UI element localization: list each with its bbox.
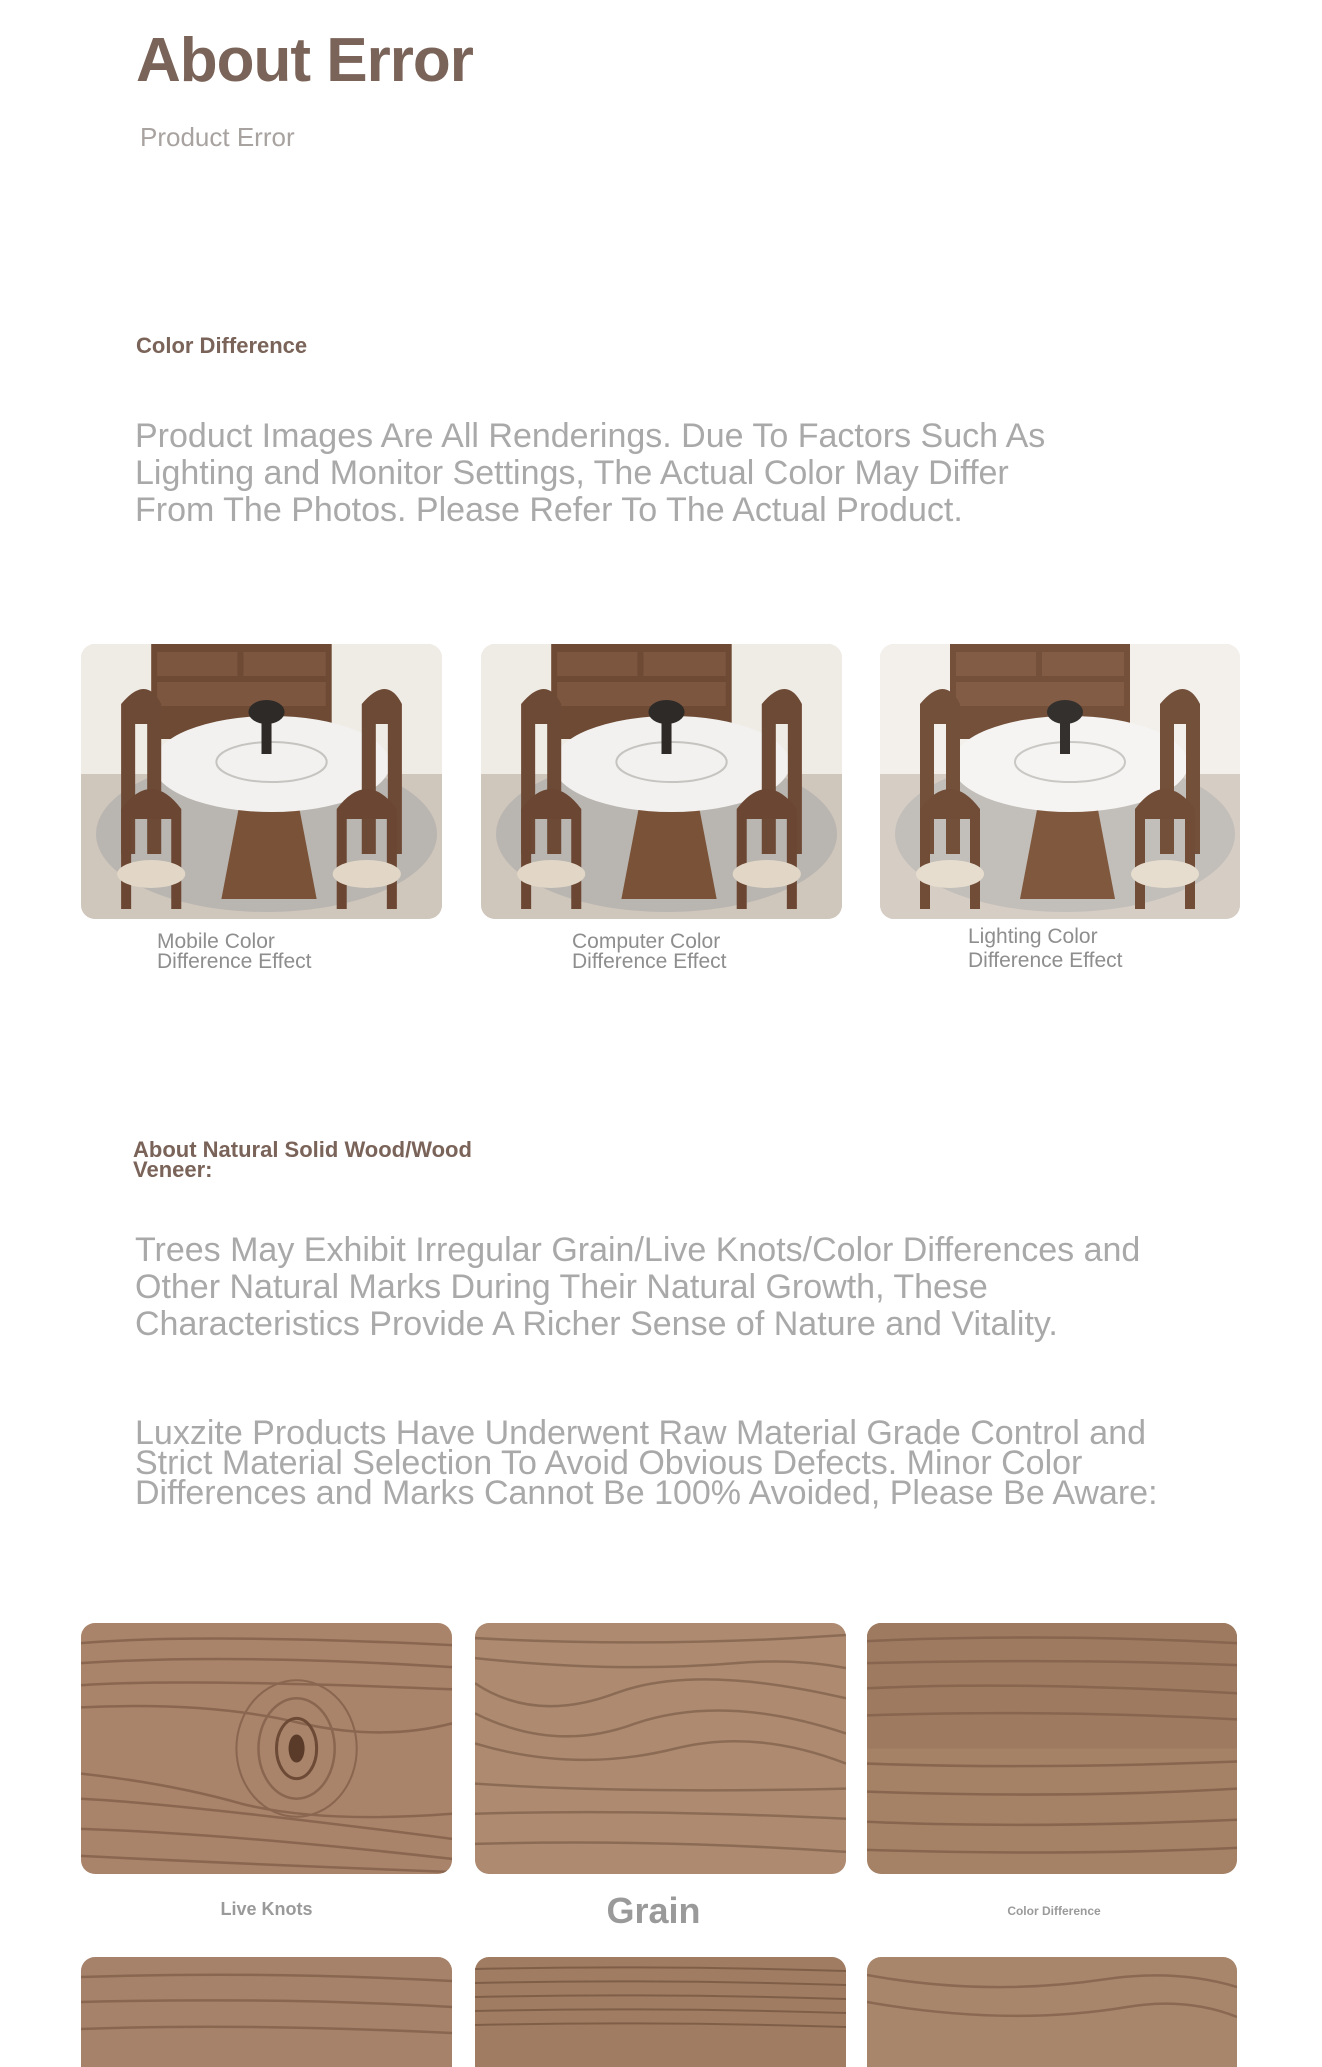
caption-lighting: Lighting Color Difference Effect: [968, 925, 1123, 972]
room-image-mobile: [81, 644, 442, 919]
wood-sample-color-difference: [867, 1623, 1237, 1874]
color-difference-heading: Color Difference: [136, 333, 308, 358]
wood-sample-row2-2: [475, 1957, 846, 2067]
wood-grain-texture: [867, 1623, 1237, 1874]
dining-room-illustration: [880, 644, 1240, 919]
wood-grain-texture: [81, 1623, 452, 1874]
page-title: About Error: [136, 26, 473, 95]
caption-color-difference: Color Difference: [1007, 1904, 1101, 1918]
wood-sample-live-knots: [81, 1623, 452, 1874]
caption-live-knots: Live Knots: [220, 1899, 313, 1919]
wood-grain-texture: [81, 1957, 452, 2067]
wood-text-1: Trees May Exhibit Irregular Grain/Live Knots/Color Differences and Other Natural Marks During Their Natural Growth, These Characteristics Provide A Richer Sense of Nature and Vitality.: [135, 1231, 1141, 1343]
dining-room-illustration: [481, 644, 842, 919]
room-image-computer: [481, 644, 842, 919]
wood-text-2: Luxzite Products Have Underwent Raw Material Grade Control and Strict Material Selection To Avoid Obvious Defects. Minor Color Differences and Marks Cannot Be 100% Avoided, Please Be Aware:: [135, 1414, 1158, 1512]
caption-mobile: Mobile Color Difference Effect: [157, 930, 312, 973]
color-text-line: From The Photos. Please Refer To The Actual Product.: [135, 491, 963, 529]
color-difference-text: [135, 418, 1045, 529]
dining-room-illustration: [81, 644, 442, 919]
wood-sample-row2-3: [867, 1957, 1237, 2067]
wood-sample-grain: [475, 1623, 846, 1874]
page-subtitle: Product Error: [140, 122, 295, 152]
color-text-line: Product Images Are All Renderings. Due To Factors Such As: [135, 417, 1046, 455]
wood-grain-texture: [475, 1957, 846, 2067]
room-image-lighting: [880, 644, 1240, 919]
caption-grain: Grain: [606, 1890, 701, 1931]
wood-grain-texture: [475, 1623, 846, 1874]
wood-grain-texture: [867, 1957, 1237, 2067]
wood-sample-row2-1: [81, 1957, 452, 2067]
color-text-line: Lighting and Monitor Settings, The Actual Color May Differ: [135, 454, 1009, 492]
wood-heading: About Natural Solid Wood/Wood Veneer:: [133, 1137, 472, 1182]
caption-computer: Computer Color Difference Effect: [572, 930, 727, 973]
